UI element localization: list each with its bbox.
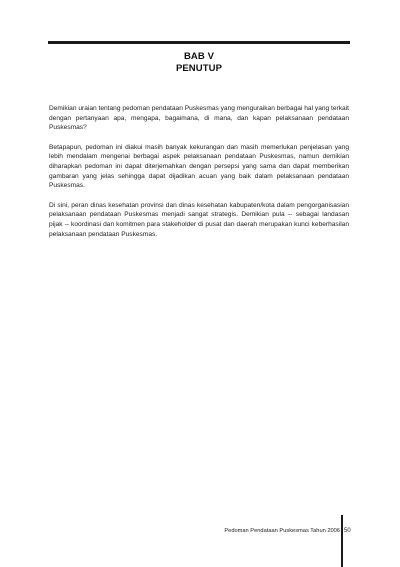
header-rule bbox=[48, 41, 350, 44]
footer-divider bbox=[341, 515, 343, 567]
paragraph-2: Betapapun, pedoman ini diakui masih banyak kekurangan dan masih memerlukan penjelasan yang lebih mendalam mengenai berbagai aspek pelaksanaan pendataan Puskesmas, namun demikian diharapkan pedoman ini dapat diterjemahkan dengan persepsi yang sama dan dapat memberikan gambaran yang jelas sehingga dapat dijadikan acuan yang baik dalam pelaksanaan pendataan Puskesmas. bbox=[49, 143, 349, 190]
body-text bbox=[49, 104, 349, 249]
paragraph-3: Di sini, peran dinas kesehatan provinsi dan dinas kesehatan kabupaten/kota dalam pengorganisasian pelaksanaan pendataan Puskesmas menjadi sangat strategis. Demikian pula -- sebagai landasan pijak -- koordinasi dan komitmen para stakeholder di pusat dan daerah merupakan kunci keberhasilan pelaksanaan pendataan Puskesmas. bbox=[49, 201, 349, 238]
paragraph-1: Demikian uraian tentang pedoman pendataan Puskesmas yang menguraikan berbagai hal yang terkait dengan pertanyaan apa, mengapa, bagaimana, di mana, dan kapan pelaksanaan pendataan Puskesmas? bbox=[49, 105, 349, 132]
chapter-number: BAB V bbox=[183, 51, 215, 62]
footer-title: Pedoman Pendataan Puskesmas Tahun 2006 bbox=[224, 528, 340, 534]
chapter-title: PENUTUP bbox=[175, 63, 223, 74]
page-number: 50 bbox=[344, 528, 351, 534]
